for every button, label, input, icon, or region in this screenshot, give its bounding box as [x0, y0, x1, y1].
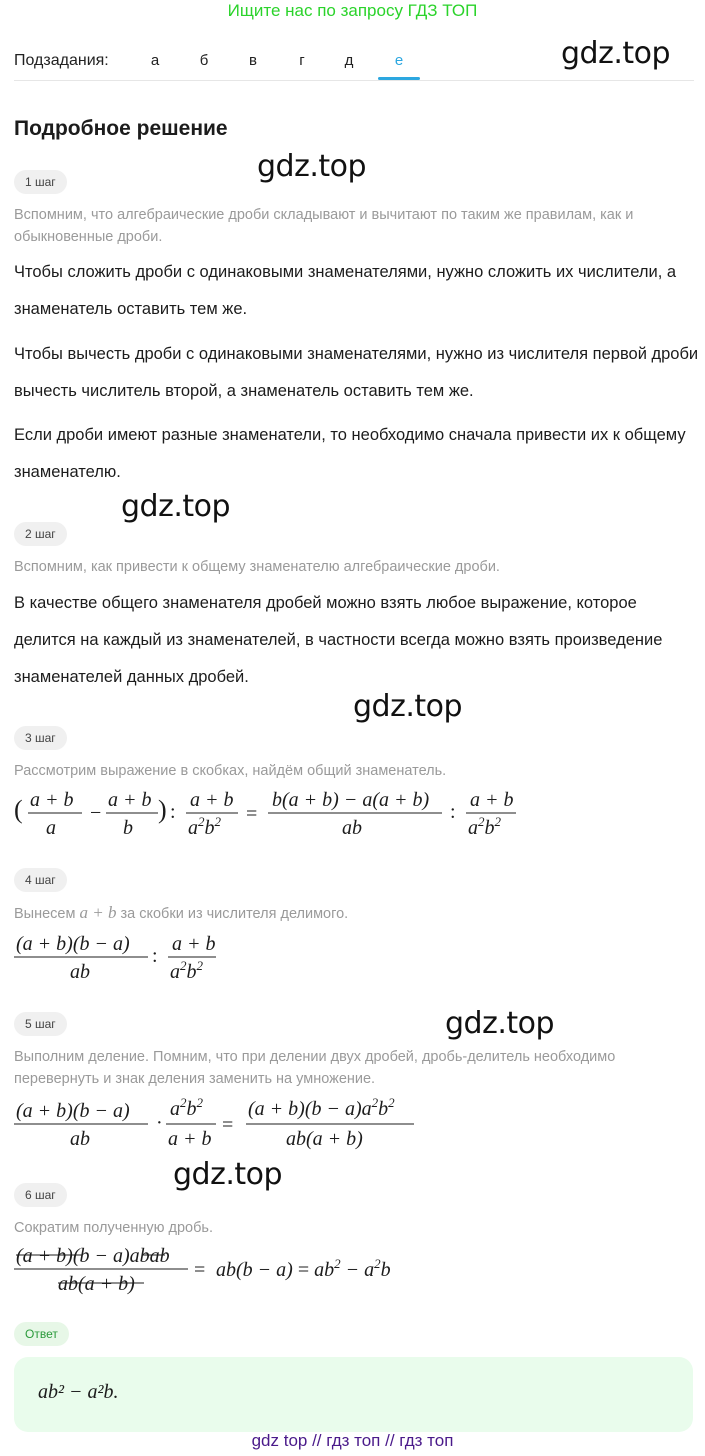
step-badge: 1 шаг: [14, 170, 67, 194]
svg-text::: :: [170, 801, 176, 823]
tab-d[interactable]: д: [344, 52, 354, 69]
formula-step5: [10, 1093, 430, 1153]
watermark: gdz.top: [121, 489, 231, 524]
svg-text:(: (: [14, 795, 23, 824]
svg-text:·: ·: [156, 1112, 163, 1134]
tab-b[interactable]: б: [199, 52, 209, 69]
answer-box: [14, 1357, 693, 1432]
tab-v[interactable]: в: [249, 52, 257, 69]
step-hint: [14, 902, 694, 925]
step-badge: 6 шаг: [14, 1183, 67, 1207]
svg-text:ab: ab: [342, 817, 362, 839]
step-hint: Сократим полученную дробь.: [14, 1220, 213, 1236]
svg-text:ab(a + b): ab(a + b): [58, 1273, 135, 1295]
step-hint: Вспомним, как привести к общему знаменателю алгебраические дроби.: [14, 559, 500, 575]
step-text: Чтобы вычесть дроби с одинаковыми знаменателями, нужно из числителя первой дроби вычесть числитель второй, а знаменатель оставить тем же.: [14, 345, 699, 400]
svg-text:=: =: [222, 1114, 234, 1136]
svg-text:ab: ab: [70, 961, 90, 983]
tab-g[interactable]: г: [299, 52, 305, 69]
svg-text:ab(b − a) = ab2 − a2b: $ab(b - a) = ab^2 - a^2b$: [216, 1256, 391, 1281]
hint-suffix: за скобки из числителя делимого.: [120, 906, 349, 922]
svg-text:ab: ab: [70, 1128, 90, 1150]
watermark: gdz.top: [173, 1157, 283, 1192]
svg-text:(a + b)(b − a): (a + b)(b − a): [16, 1100, 130, 1122]
formula-step4: [10, 928, 250, 986]
svg-text:b: b: [123, 817, 133, 839]
svg-text:ab(a + b): ab(a + b): [286, 1128, 363, 1150]
formula-step6: [10, 1240, 440, 1300]
svg-text:a2b2: $a^2b^2$: [468, 814, 501, 839]
tab-e[interactable]: е: [394, 52, 404, 69]
step-hint: Выполним деление. Помним, что при делении двух дробей, дробь-делитель необходимо перевернуть и знак деления заменить на умножение.: [14, 1049, 616, 1087]
search-banner[interactable]: Ищите нас по запросу ГДЗ ТОП: [227, 1, 478, 20]
svg-text:=: =: [194, 1259, 206, 1281]
svg-text:=: =: [246, 803, 258, 825]
svg-text:b(a + b) − a(a + b): b(a + b) − a(a + b): [272, 789, 430, 811]
svg-text:−: −: [90, 802, 102, 824]
footer-links[interactable]: gdz top // гдз топ // гдз топ: [251, 1431, 454, 1450]
step-hint: Вспомним, что алгебраические дроби складывают и вычитают по таким же правилам, как и обыкновенные дроби.: [14, 207, 634, 245]
answer-value: ab² − a²b.: [38, 1381, 119, 1403]
svg-text:a2b2: $a^2b^2$: [188, 814, 221, 839]
step-badge: 4 шаг: [14, 868, 67, 892]
svg-text:a2b2: $a^2b^2$: [170, 1095, 203, 1120]
step-badge: 2 шаг: [14, 522, 67, 546]
tab-a[interactable]: а: [150, 52, 160, 69]
svg-text:a + b: a + b: [190, 789, 234, 811]
watermark: gdz.top: [561, 36, 671, 71]
svg-text:a + b: a + b: [30, 789, 74, 811]
step-badge: 5 шаг: [14, 1012, 67, 1036]
solution-heading: Подробное решение: [14, 117, 228, 140]
active-tab-indicator: [378, 77, 420, 80]
step-hint: Рассмотрим выражение в скобках, найдём общий знаменатель.: [14, 763, 447, 779]
svg-text:): ): [158, 795, 167, 824]
watermark: gdz.top: [445, 1006, 555, 1041]
svg-text::: :: [152, 945, 158, 967]
svg-text:(a + b)(b − a): (a + b)(b − a): [16, 933, 130, 955]
svg-text:a2b2: $a^2b^2$: [170, 958, 203, 983]
hint-prefix: Вынесем: [14, 906, 76, 922]
svg-text:(a + b)(b − a)a2b2: $(a + b)(b - a)a^2b^2$: [248, 1095, 395, 1120]
svg-text:a: a: [46, 817, 56, 839]
watermark: gdz.top: [353, 689, 463, 724]
subtasks-label: Подзадания:: [14, 52, 109, 69]
svg-text:(a + b)(b − a)abab: (a + b)(b − a)abab: [16, 1245, 170, 1267]
step-text: Чтобы сложить дроби с одинаковыми знаменателями, нужно сложить их числители, а знаменатель оставить тем же.: [14, 263, 677, 318]
svg-text:a + b: a + b: [470, 789, 514, 811]
svg-text:a + b: a + b: [108, 789, 152, 811]
watermark: gdz.top: [257, 149, 367, 184]
svg-text::: :: [450, 801, 456, 823]
hint-math: a + b: [79, 903, 117, 922]
step-text: В качестве общего знаменателя дробей можно взять любое выражение, которое делится на каждый из знаменателей, в частности всегда можно взять произведение знаменателей данных дробей.: [14, 594, 663, 686]
svg-text:a + b: a + b: [168, 1128, 212, 1150]
answer-badge: Ответ: [14, 1322, 69, 1346]
step-text: Если дроби имеют разные знаменатели, то необходимо сначала привести их к общему знаменателю.: [14, 426, 686, 481]
formula-step3: [10, 784, 530, 844]
svg-text:a + b: a + b: [172, 933, 216, 955]
step-badge: 3 шаг: [14, 726, 67, 750]
